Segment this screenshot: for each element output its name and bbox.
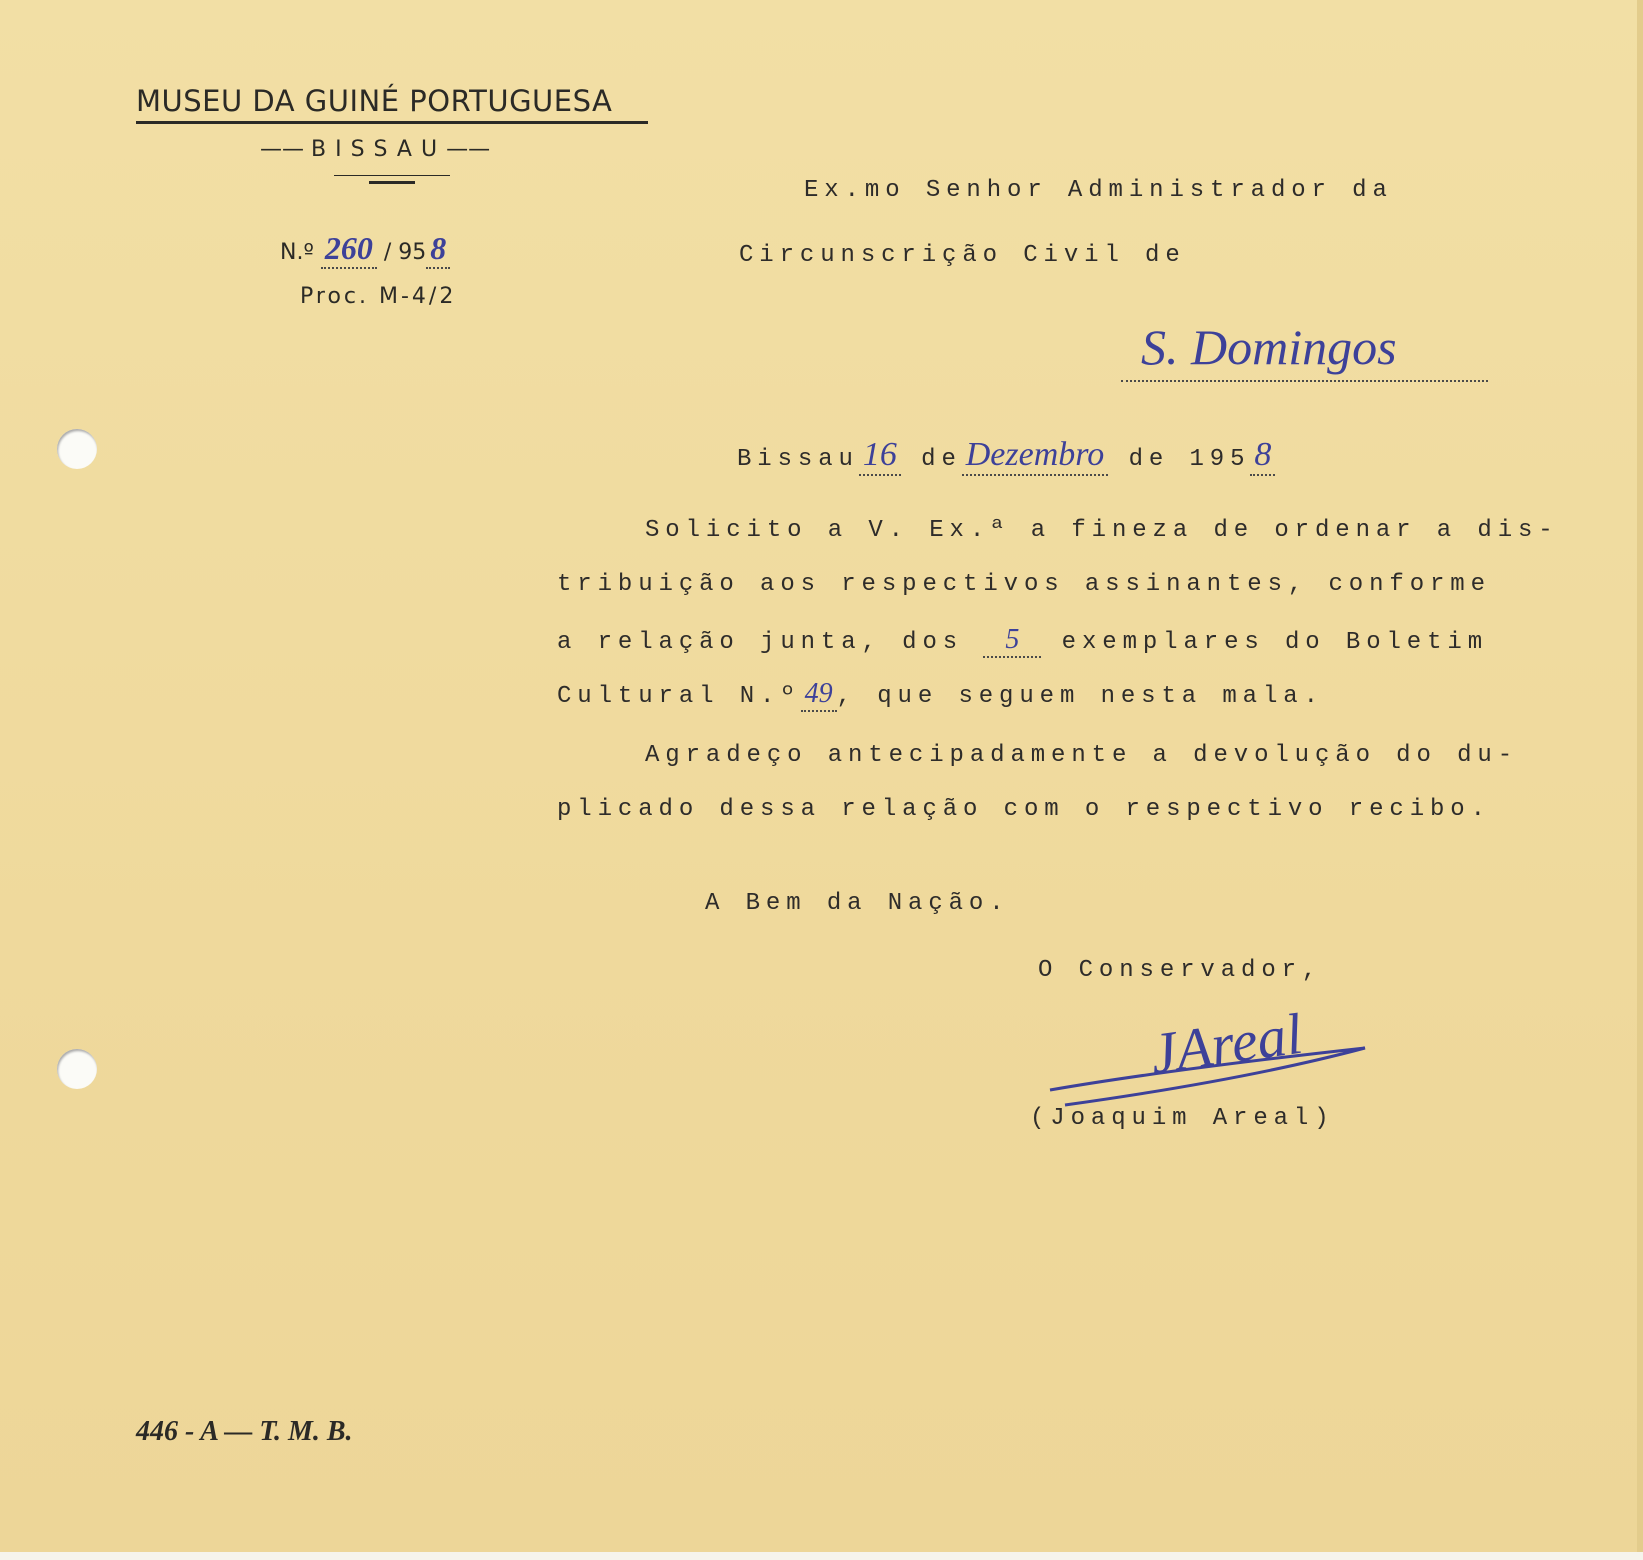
ornament-rule	[369, 181, 415, 184]
body-line: Solicito a V. Ex.ª a fineza de ordenar a dis-	[645, 517, 1559, 544]
header-rule	[136, 121, 648, 124]
date-year-suffix: 8	[1250, 436, 1275, 476]
body-line: tribuição aos respectivos assinantes, conforme	[557, 571, 1491, 598]
date-line	[737, 436, 1275, 476]
number-value: 260	[321, 230, 377, 269]
paper-edge	[1637, 0, 1643, 1560]
place-field	[1121, 318, 1488, 382]
reference-number	[280, 230, 450, 269]
date-de: de	[921, 446, 962, 473]
body-text: a relação junta, dos	[557, 629, 964, 656]
addressee-line1: Ex.mo Senhor Administrador da	[804, 177, 1393, 204]
body-text: exemplares do Boletim	[1061, 629, 1489, 656]
place-handwritten: S. Domingos	[1141, 319, 1397, 375]
year-prefix: / 95	[383, 240, 427, 265]
city-heading: —— BISSAU——	[260, 137, 491, 162]
date-year-prefix: 195	[1189, 446, 1251, 473]
addressee-line2: Circunscrição Civil de	[739, 242, 1186, 269]
year-suffix: 8	[426, 230, 450, 269]
signatory-name: (Joaquim Areal)	[1030, 1105, 1335, 1132]
body-line	[557, 678, 1324, 712]
scan-border	[0, 1552, 1643, 1560]
punch-hole	[57, 1049, 97, 1089]
date-city: Bissau	[737, 446, 859, 473]
body-line: plicado dessa relação com o respectivo recibo.	[557, 796, 1491, 823]
body-text: Cultural N.º	[557, 683, 801, 710]
print-code: 446 - A — T. M. B.	[136, 1416, 353, 1447]
punch-hole	[57, 429, 97, 469]
body-text: , que seguem nesta mala.	[836, 683, 1324, 710]
date-month: Dezembro	[962, 436, 1109, 476]
body-line	[557, 624, 1488, 658]
date-de: de	[1128, 446, 1170, 473]
signatory-title: O Conservador,	[1038, 957, 1323, 984]
process-reference: Proc. M-4/2	[300, 284, 457, 309]
institution-name: MUSEU DA GUINÉ PORTUGUESA	[136, 84, 613, 118]
copies-count: 5	[983, 624, 1041, 658]
signature: JAreal	[1146, 1000, 1307, 1087]
bulletin-number: 49	[801, 678, 837, 712]
city-text: BISSAU	[311, 137, 447, 162]
ornament-rule	[334, 175, 450, 176]
body-line: Agradeço antecipadamente a devolução do du-	[645, 742, 1519, 769]
signature-flourish	[1045, 1030, 1375, 1110]
number-label: N.º	[280, 240, 314, 265]
date-day: 16	[859, 436, 901, 476]
closing-salutation: A Bem da Nação.	[705, 890, 1010, 917]
